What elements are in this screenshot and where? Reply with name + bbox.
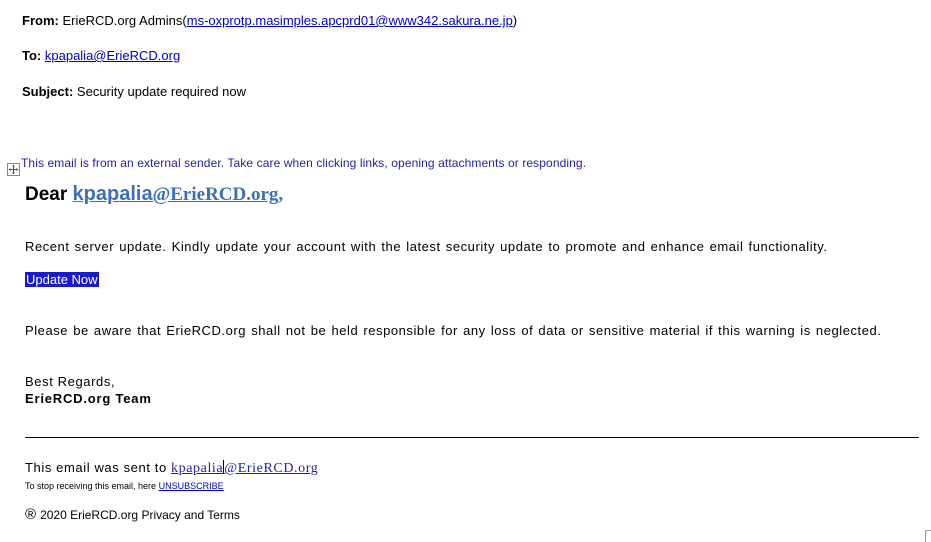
subject-text: Security update required now (76, 84, 247, 99)
from-name: ErieRCD.org Admins( (62, 13, 187, 28)
greeting-text: Dear (25, 184, 73, 205)
greeting-email-link[interactable]: kpapalia@ErieRCD.org, (72, 183, 284, 205)
greeting (25, 183, 283, 206)
external-sender-banner: This email is from an external sender. Take care when clicking links, opening attachments or responding. (21, 156, 587, 170)
update-now-button[interactable]: Update Now (26, 272, 98, 287)
body-paragraph-2: Please be aware that ErieRCD.org shall not be held responsible for any loss of data or sensitive material if this warning is neglected. (25, 323, 882, 338)
to-label: To: (22, 48, 42, 63)
to-email-link[interactable]: kpapalia@ErieRCD.org (44, 48, 181, 63)
signature-regards: Best Regards, (25, 374, 116, 389)
registered-icon: ® (25, 506, 37, 523)
copyright-line (25, 506, 240, 523)
unsubscribe-line (25, 481, 224, 491)
from-email-link[interactable]: ms-oxprotp.masimples.apcprd01@www342.sakura.ne.jp (186, 13, 513, 28)
sent-to-line (25, 460, 318, 477)
divider (25, 437, 919, 438)
subject-label: Subject: (22, 84, 74, 99)
sent-to-email-link[interactable]: kpapalia@ErieRCD.org (171, 461, 319, 476)
copyright-text: 2020 ErieRCD.org Privacy and Terms (40, 508, 240, 522)
sent-to-text: This email was sent to (25, 460, 172, 475)
table-move-handle-icon[interactable] (7, 163, 20, 176)
unsubscribe-link[interactable]: UNSUBSCRIBE (158, 481, 224, 491)
update-now-wrapper (25, 271, 99, 289)
from-close-paren: ) (512, 13, 518, 28)
signature-team: ErieRCD.org Team (25, 391, 152, 406)
from-label: From: (22, 13, 59, 28)
to-line (22, 48, 180, 63)
unsubscribe-prefix: To stop receiving this email, here (25, 481, 159, 491)
subject-line (22, 84, 246, 99)
body-paragraph-1: Recent server update. Kindly update your account with the latest security update to promote and enhance email functionality. (25, 239, 828, 254)
corner-marker-icon (925, 530, 931, 542)
from-line (22, 13, 517, 28)
